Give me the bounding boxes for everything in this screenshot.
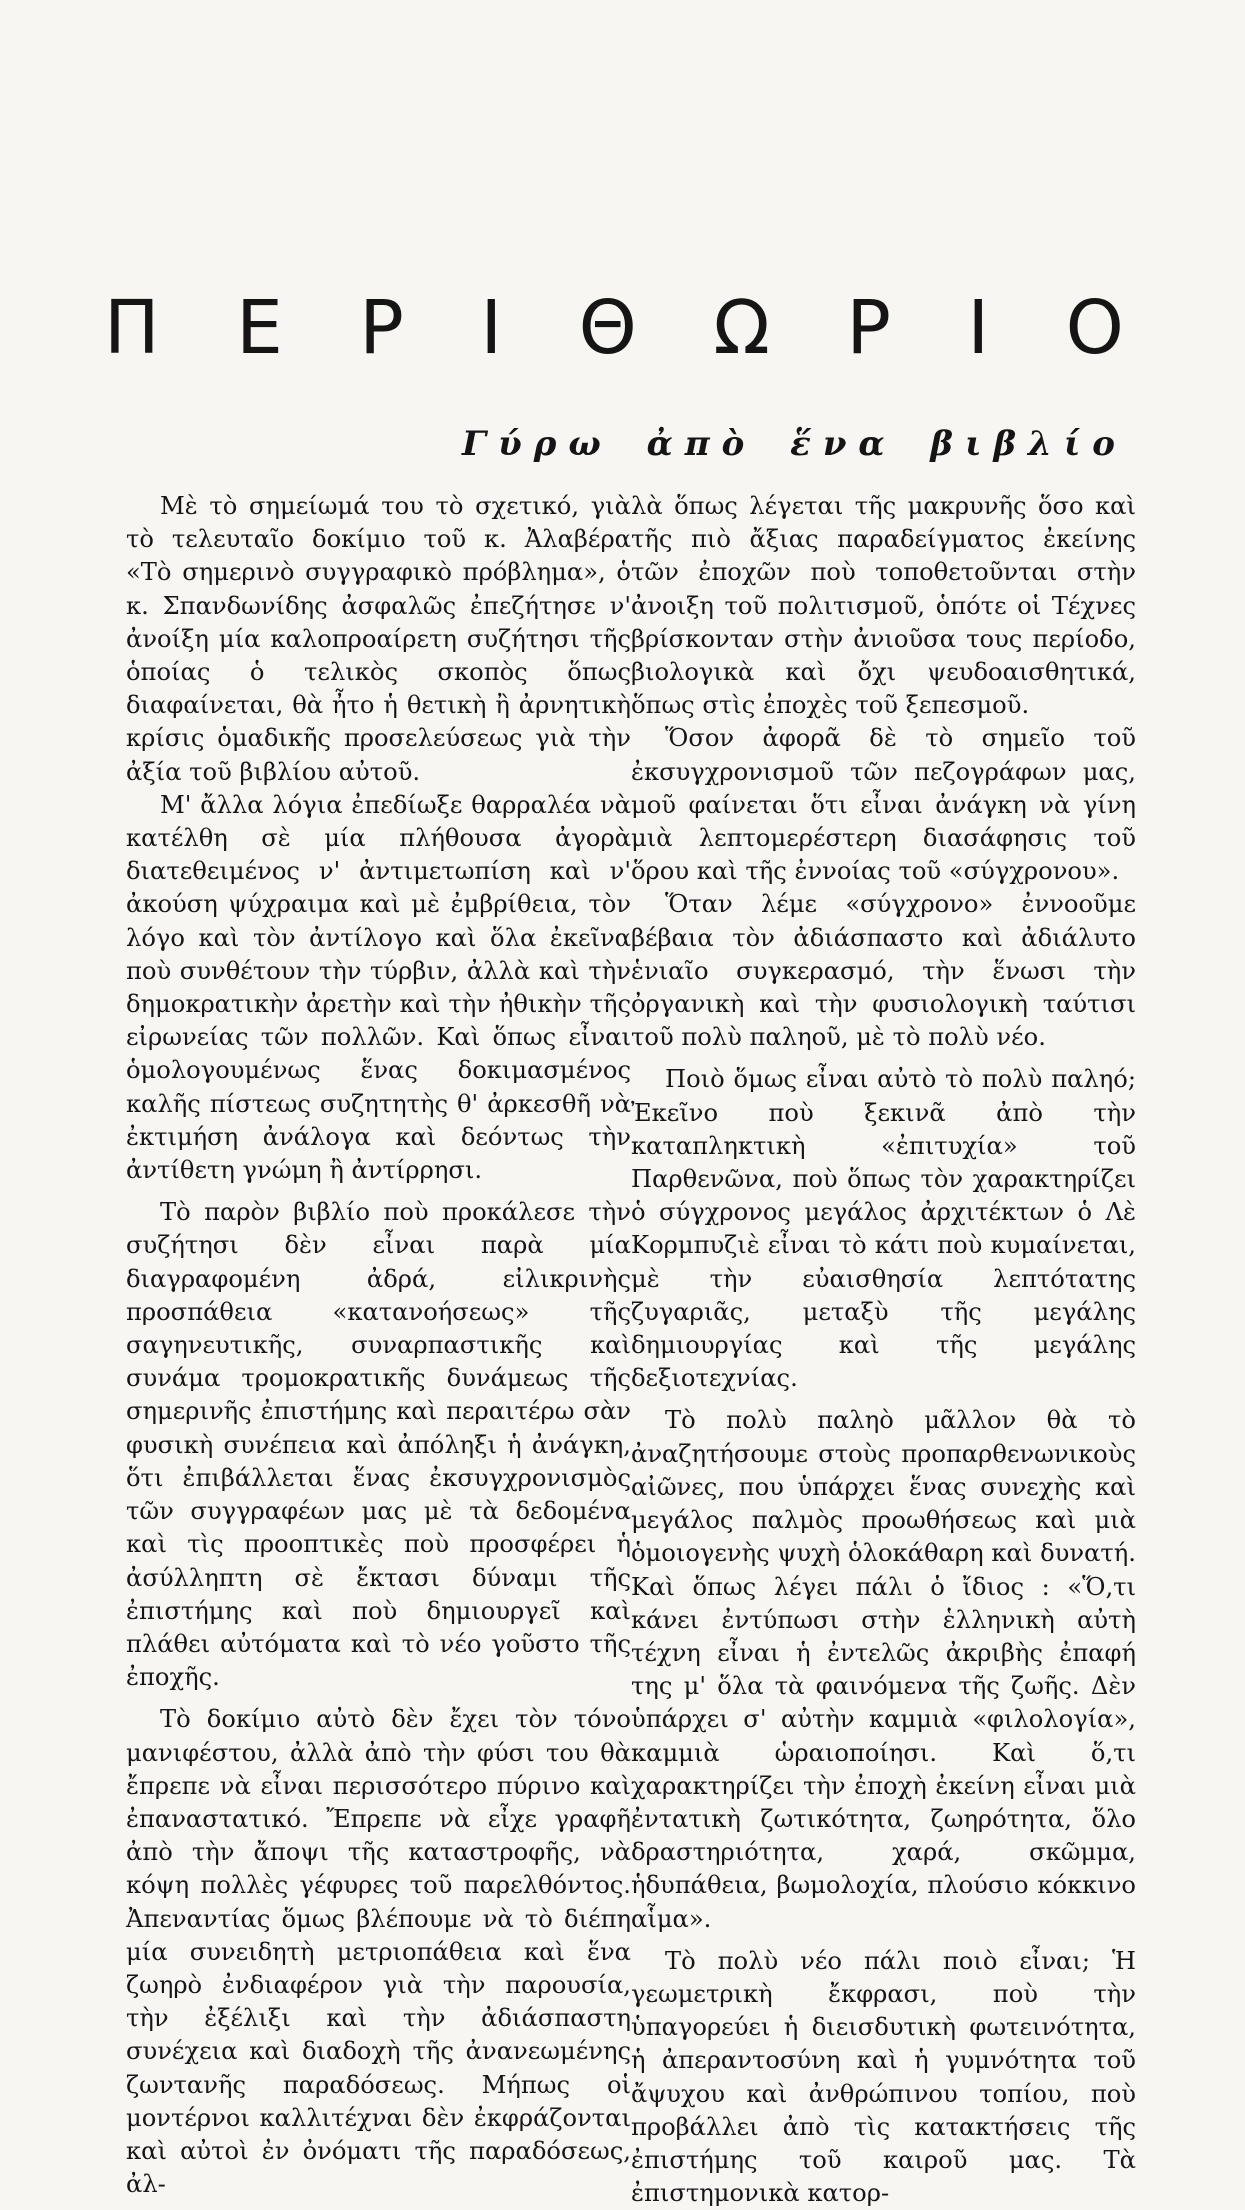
paragraph: Μ' ἄλλα λόγια ἐπεδίωξε θαρραλέα νὰ κατέλθη σὲ μία πλήθουσα ἀγορὰ διατεθειμένος ν' ἀντιμετωπίση καὶ ν' ἀκούση ψύχραιμα καὶ μὲ ἐμβρίθεια, τὸν λόγο καὶ τὸν ἀντίλογο καὶ ὅλα ἐκεῖνα ποὺ συνθέτουν τὴν τύρβιν, ἀλλὰ καὶ τὴν δημοκρατικὴν ἀρετὴν καὶ τὴν ἠθικὴν τῆς εἰρωνείας τῶν πολλῶν. Καὶ ὅπως εἶναι ὁμολογουμένως ἕνας δοκιμασμένος καλῆς πίστεως συζητητὴς θ' ἀρκεσθῆ νὰ ἐκτιμήση ἀνάλογα καὶ δεόντως τὴν ἀντίθετη γνώμη ἢ ἀντίρρησι.: [126, 790, 631, 1185]
masthead-letter: Θ: [578, 285, 637, 371]
paragraph: Ὅταν λέμε «σύγχρονο» ἐννοοῦμε βέβαια τὸν ἀδιάσπαστο καὶ ἀδιάλυτο ἑνιαῖο συγκερασμό, τὴν ἕνωσι τὴν ὀργανικὴ καὶ τὴν φυσιολογικὴ ταύτισι τοῦ πολὺ παληοῦ, μὲ τὸ πολὺ νέο.: [631, 890, 1136, 1052]
masthead-letter: Ρ: [846, 285, 891, 371]
paragraph: Τὸ πολὺ νέο πάλι ποιὸ εἶναι; Ἡ γεωμετρικὴ ἔκφρασι, ποὺ τὴν ὑπαγορεύει ἡ διεισδυτικὴ φωτεινότητα, ἡ ἀπεραντοσύνη καὶ ἡ γυμνότητα τοῦ ἄψυχου καὶ ἀνθρώπινου τοπίου, ποὺ προβάλλει ἀπὸ τὶς κατακτήσεις τῆς ἐπιστήμης τοῦ καιροῦ μας. Τὰ ἐπιστημονικὰ κατορ-: [631, 1946, 1136, 2208]
paragraph: Τὸ παρὸν βιβλίο ποὺ προκάλεσε τὴν συζήτησι δὲν εἶναι παρὰ μία διαγραφομένη ἀδρά, εἰλικρινὴς προσπάθεια «κατανοήσεως» τῆς σαγηνευτικῆς, συναρπαστικῆς καὶ συνάμα τρομοκρατικῆς δυνάμεως τῆς σημερινῆς ἐπιστήμης καὶ περαιτέρω σὰν φυσικὴ συνέπεια καὶ ἀπόληξι ἡ ἀνάγκη, ὅτι ἐπιβάλλεται ἕνας ἐκσυγχρονισμὸς τῶν συγγραφέων μας μὲ τὰ δεδομένα καὶ τὶς προοπτικὲς ποὺ προσφέρει ἡ ἀσύλληπτη σὲ ἔκτασι δύναμι τῆς ἐπιστήμης καὶ ποὺ δημιουργεῖ καὶ πλάθει αὐτόματα καὶ τὸ νέο γοῦστο τῆς ἐποχῆς.: [126, 1198, 631, 1692]
masthead-letter: Ε: [236, 285, 283, 371]
masthead-letter: Π: [104, 285, 160, 371]
paragraph: Τὸ δοκίμιο αὐτὸ δὲν ἔχει τὸν τόνο μανιφέστου, ἀλλὰ ἀπὸ τὴν φύσι του θὰ ἔπρεπε νὰ εἶναι περισσότερο πύρινο καὶ ἐπαναστατικό. Ἔπρεπε νὰ εἶχε γραφῆ ἀπὸ τὴν ἄποψι τῆς καταστροφῆς, νὰ κόψη πολλὲς γέφυρες τοῦ παρελθόντος. Ἀπεναντίας ὅμως βλέπουμε νὰ τὸ διέπη μία συνειδητὴ μετριοπάθεια καὶ ἕνα ζωηρὸ ἐνδιαφέρον γιὰ τὴν παρουσία, τὴν ἐξέλιξι καὶ τὴν ἀδιάσπαστη συνέχεια καὶ διαδοχὴ τῆς ἀνανεωμένης ζωντανῆς παραδόσεως. Μήπως οἱ μοντέρνοι καλλιτέχναι δὲν ἐκφράζονται καὶ αὐτοὶ ἐν ὀνόματι τῆς παραδόσεως, ἀλ-: [126, 1705, 631, 2199]
masthead-letter: Ι: [967, 285, 990, 371]
masthead-letter: Ι: [480, 285, 503, 371]
left-column: [126, 490, 631, 2201]
magazine-masthead: [104, 283, 1124, 373]
paragraph: Μὲ τὸ σημείωμά του τὸ σχετικό, γιὰ τὸ τελευταῖο δοκίμιο τοῦ κ. Ἀλαβέρα «Τὸ σημερινὸ συγγραφικὸ πρόβλημα», ὁ κ. Σπανδωνίδης ἀσφαλῶς ἐπεζήτησε ν' ἀνοίξη μία καλοπροαίρετη συζήτησι τῆς ὁποίας ὁ τελικὸς σκοπὸς ὅπως διαφαίνεται, θὰ ἦτο ἡ θετικὴ ἢ ἀρνητικὴ κρίσις ὁμαδικῆς προσελεύσεως γιὰ τὴν ἀξία τοῦ βιβλίου αὐτοῦ.: [126, 492, 631, 786]
paragraph: λὰ ὅπως λέγεται τῆς μακρυνῆς ὅσο καὶ τῆς πιὸ ἄξιας παραδείγματος ἐκείνης τῶν ἐποχῶν ποὺ τοποθετοῦνται στὴν ἀνοιξη τοῦ πολιτισμοῦ, ὁπότε οἱ Τέχνες βρίσκονταν στὴν ἀνιοῦσα τους περίοδο, βιολογικὰ καὶ ὄχι ψευδοαισθητικά, ὅπως στὶς ἐποχὲς τοῦ ξεπεσμοῦ.: [631, 492, 1136, 720]
section-title: Γύρω ἀπὸ ἕνα βιβλίο: [462, 424, 1127, 464]
paragraph: Ποιὸ ὅμως εἶναι αὐτὸ τὸ πολὺ παληό; Ἐκεῖνο ποὺ ξεκινᾶ ἀπὸ τὴν καταπληκτικὴ «ἐπιτυχία» τοῦ Παρθενῶνα, ποὺ ὅπως τὸν χαρακτηρίζει ὁ σύγχρονος μεγάλος ἀρχιτέκτων ὁ Λὲ Κορμπυζιὲ εἶναι τὸ κάτι ποὺ κυμαίνεται, μὲ τὴν εὐαισθησία λεπτότατης ζυγαριᾶς, μεταξὺ τῆς μεγάλης δημιουργίας καὶ τῆς μεγάλης δεξιοτεχνίας.: [631, 1065, 1136, 1393]
paragraph: Τὸ πολὺ παληὸ μᾶλλον θὰ τὸ ἀναζητήσουμε στοὺς προπαρθενωνικοὺς αἰῶνες, που ὑπάρχει ἕνας συνεχὴς καὶ μεγάλος παλμὸς προωθήσεως καὶ μιὰ ὁμοιογενὴς ψυχὴ ὁλοκάθαρη καὶ δυνατή. Καὶ ὅπως λέγει πάλι ὁ ἴδιος : «Ὅ,τι κάνει ἐντύπωσι στὴν ἑλληνικὴ αὐτὴ τέχνη εἶναι ἡ ἐντελῶς ἀκριβὴς ἐπαφή της μ' ὅλα τὰ φαινόμενα τῆς ζωῆς. Δὲν ὑπάρχει σ' αὐτὴν καμμιὰ «φιλολογία», καμμιὰ ὡραιοποίησι. Καὶ ὅ,τι χαρακτηρίζει τὴν ἐποχὴ ἐκείνη εἶναι μιὰ ἐντατικὴ ζωτικότητα, ζωηρότητα, ὅλο δραστηριότητα, χαρά, σκῶμμα, ἡδυπάθεια, βωμολοχία, πλούσιο κόκκινο αἷμα».: [631, 1406, 1136, 1933]
masthead-letter: Ο: [1065, 285, 1124, 371]
masthead-letter: Ω: [713, 285, 770, 371]
masthead-letter: Ρ: [359, 285, 404, 371]
right-column: [631, 490, 1136, 2210]
paragraph: Ὅσον ἀφορᾶ δὲ τὸ σημεῖο τοῦ ἐκσυγχρονισμοῦ τῶν πεζογράφων μας, μοῦ φαίνεται ὅτι εἶναι ἀνάγκη νὰ γίνη μιὰ λεπτομερέστερη διασάφησις τοῦ ὅρου καὶ τῆς ἐννοίας τοῦ «σύγχρονου».: [631, 724, 1136, 886]
